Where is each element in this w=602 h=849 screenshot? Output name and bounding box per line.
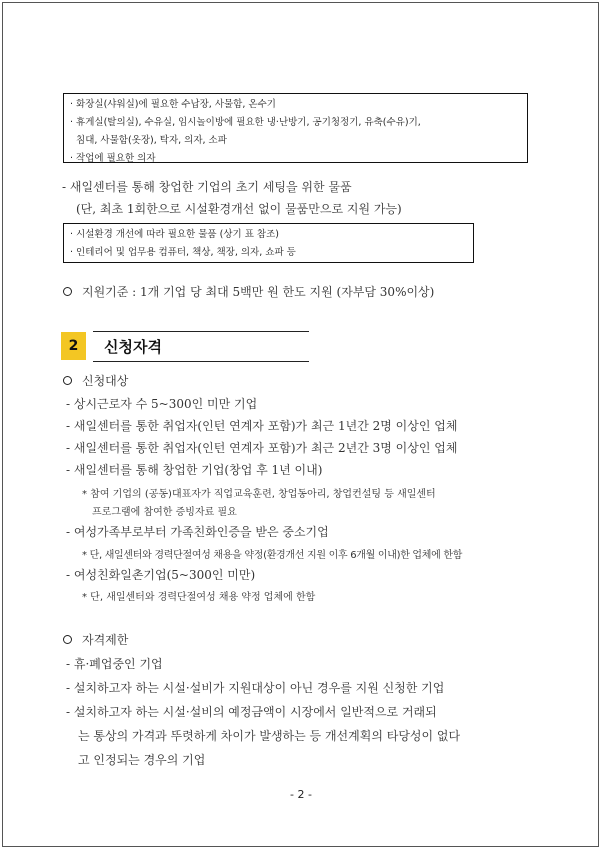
eligibility-note-1-line-2: 프로그램에 참여한 증빙자료 필요 (92, 507, 237, 518)
item-list-box-1 (63, 93, 528, 163)
support-criteria (63, 283, 434, 300)
startup-item-line-2: (단, 최초 1회한으로 시설환경개선 없이 물품만으로 지원 가능) (76, 202, 402, 216)
eligibility-item-5: - 여성가족부로부터 가족친화인증을 받은 중소기업 (66, 525, 329, 539)
eligibility-item-1: - 상시근로자 수 5~300인 미만 기업 (66, 397, 258, 411)
eligibility-item-6: - 여성친화일촌기업(5~300인 미만) (66, 568, 256, 582)
restriction-item-3-line-1: - 설치하고자 하는 시설·설비의 예정금액이 시장에서 일반적으로 거래되 (66, 705, 437, 719)
eligibility-note-2: * 단, 새일센터와 경력단절여성 채용을 약정(환경개선 지원 이후 6개월 이내)한 업체에 한함 (82, 550, 463, 561)
circle-bullet-icon (63, 376, 72, 385)
eligibility-heading (63, 372, 128, 389)
box2-line-1: · 시설환경 개선에 따라 필요한 물품 (상기 표 참조) (70, 229, 279, 240)
page-number: - 2 - (290, 788, 312, 801)
section-rule-bottom (93, 361, 309, 362)
eligibility-note-1-line-1: * 참여 기업의 (공동)대표자가 직업교육훈련, 창업동아리, 창업컨설팅 등 새일센터 (82, 489, 436, 500)
startup-item-line-1: - 새일센터를 통해 창업한 기업의 초기 세팅을 위한 물품 (62, 180, 352, 194)
box2-line-2: · 인테리어 및 업무용 컴퓨터, 책상, 책장, 의자, 쇼파 등 (70, 247, 296, 258)
circle-bullet-icon (63, 635, 72, 644)
section-number-badge: 2 (61, 332, 86, 360)
item-list-box-2 (63, 223, 474, 263)
restriction-item-3-line-2: 는 통상의 가격과 뚜렷하게 차이가 발생하는 등 개선계획의 타당성이 없다 (78, 729, 461, 743)
support-criteria-text: 지원기준 : 1개 기업 당 최대 5백만 원 한도 지원 (자부담 30%이상) (82, 285, 435, 299)
restrictions-heading (63, 631, 128, 648)
box1-line-1: · 화장실(샤워실)에 필요한 수납장, 사물함, 온수기 (70, 99, 276, 110)
eligibility-item-3: - 새일센터를 통한 취업자(인턴 연계자 포함)가 최근 2년간 3명 이상인 업체 (66, 441, 458, 455)
box1-line-3: 침대, 사물함(옷장), 탁자, 의자, 소파 (70, 135, 227, 146)
eligibility-heading-text: 신청대상 (82, 374, 129, 388)
section-rule-top (93, 331, 309, 332)
box1-line-4: · 작업에 필요한 의자 (70, 153, 156, 164)
eligibility-item-4: - 새일센터를 통해 창업한 기업(창업 후 1년 이내) (66, 463, 323, 477)
restrictions-heading-text: 자격제한 (82, 633, 129, 647)
circle-bullet-icon (63, 287, 72, 296)
restriction-item-1: - 휴·폐업중인 기업 (66, 657, 163, 671)
restriction-item-3-line-3: 고 인정되는 경우의 기업 (78, 753, 206, 767)
eligibility-note-3: * 단, 새일센터와 경력단절여성 채용 약정 업체에 한함 (82, 592, 316, 603)
eligibility-item-2: - 새일센터를 통한 취업자(인턴 연계자 포함)가 최근 1년간 2명 이상인 업체 (66, 419, 458, 433)
box1-line-2: · 휴게실(탈의실), 수유실, 임시놀이방에 필요한 냉·난방기, 공기청정기, 유축(수유)기, (70, 117, 421, 128)
restriction-item-2: - 설치하고자 하는 시설·설비가 지원대상이 아닌 경우를 지원 신청한 기업 (66, 681, 445, 695)
section-title: 신청자격 (104, 338, 162, 356)
